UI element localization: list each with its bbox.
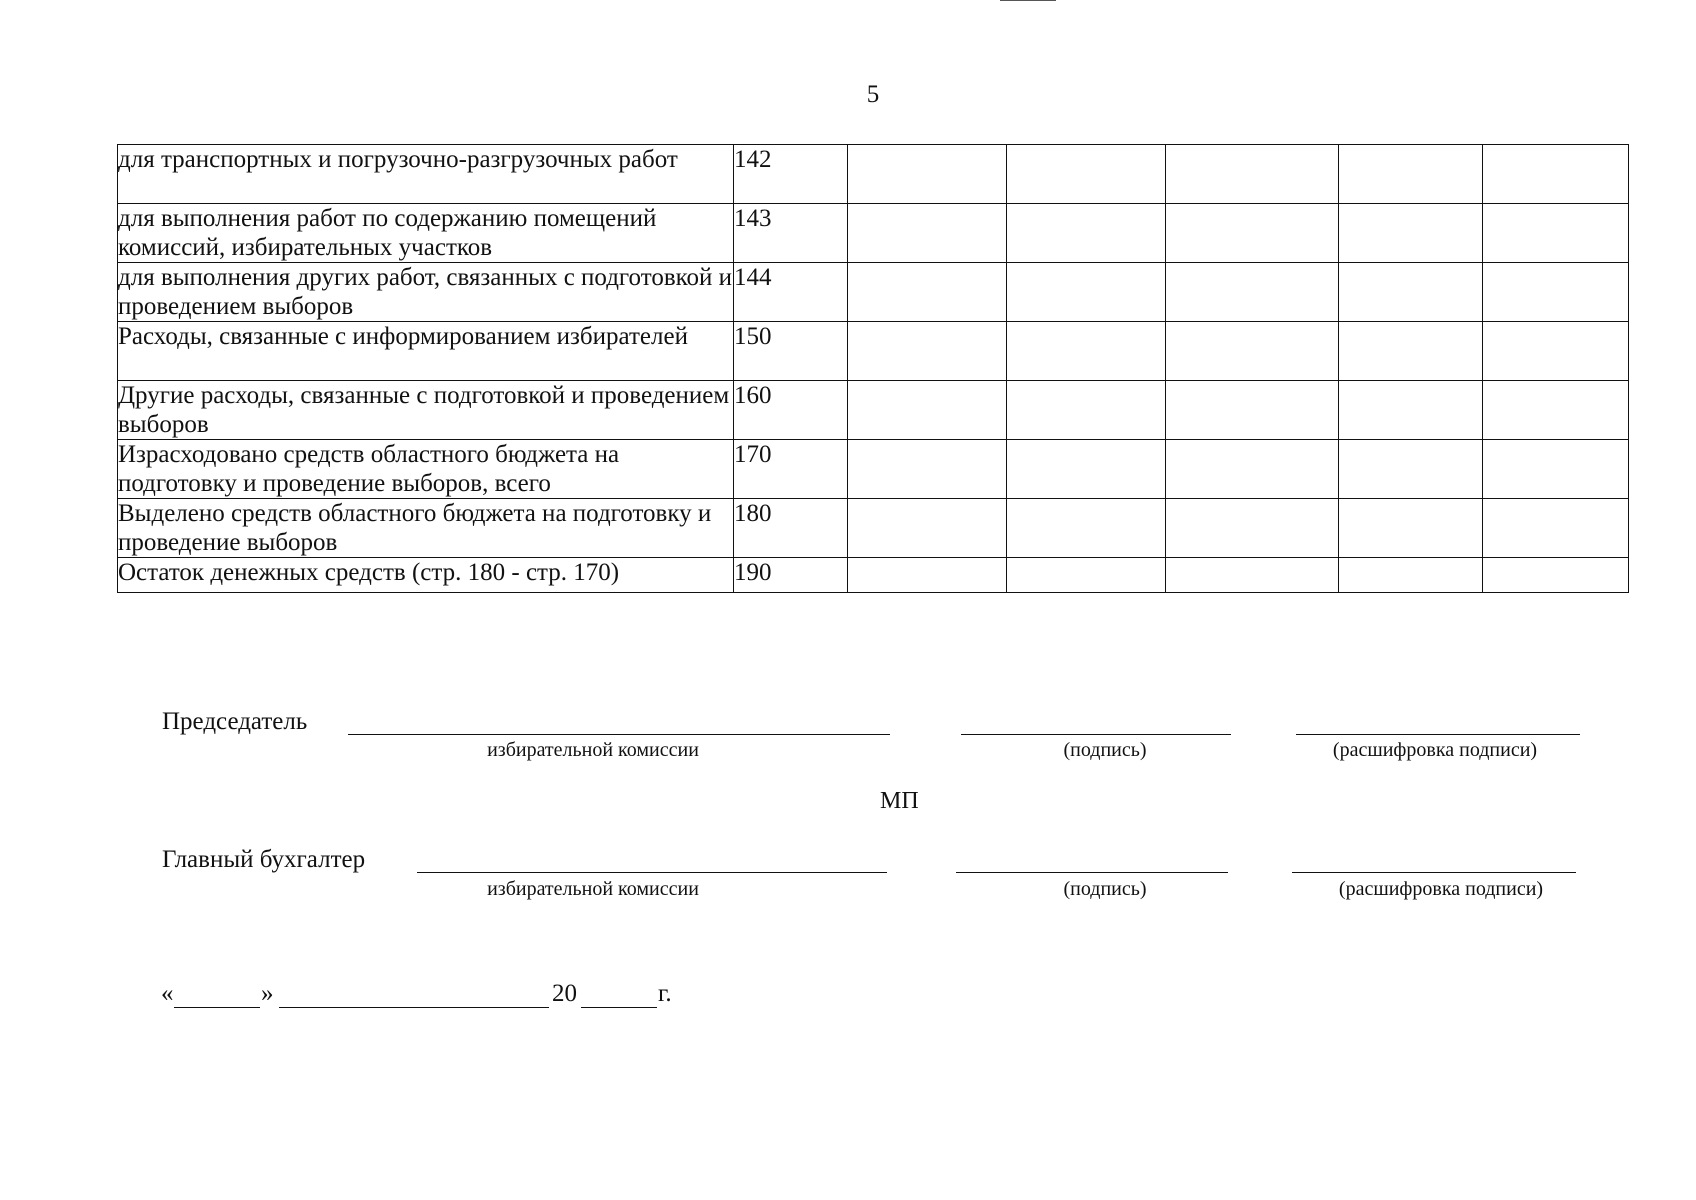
value-cell[interactable] [1339, 499, 1483, 558]
value-cell[interactable] [848, 145, 1007, 204]
value-cell[interactable] [1339, 145, 1483, 204]
value-cell[interactable] [1166, 322, 1339, 381]
row-code: 143 [734, 204, 848, 263]
value-cell[interactable] [848, 440, 1007, 499]
value-cell[interactable] [1007, 440, 1166, 499]
value-cell[interactable] [1166, 145, 1339, 204]
accountant-label: Главный бухгалтер [162, 846, 366, 873]
value-cell[interactable] [1007, 499, 1166, 558]
value-cell[interactable] [1483, 204, 1629, 263]
row-label: для выполнения других работ, связанных с подготовкой и проведением выборов [118, 264, 733, 320]
value-cell[interactable] [848, 381, 1007, 440]
row-label: Выделено средств областного бюджета на подготовку и проведение выборов [118, 499, 734, 558]
accountant-signature-line[interactable] [956, 872, 1228, 873]
accountant-position-caption: избирательной комиссии [487, 878, 699, 900]
value-cell[interactable] [1339, 381, 1483, 440]
table-row [118, 381, 1629, 440]
value-cell[interactable] [1007, 558, 1166, 593]
row-label: для выполнения работ по содержанию помещений комиссий, избирательных участков [118, 204, 734, 263]
value-cell[interactable] [1483, 322, 1629, 381]
accountant-decoding-line[interactable] [1292, 872, 1576, 873]
value-cell[interactable] [1483, 440, 1629, 499]
value-cell[interactable] [1483, 558, 1629, 593]
value-cell[interactable] [848, 204, 1007, 263]
value-cell[interactable] [1339, 558, 1483, 593]
chairman-label: Председатель [162, 708, 308, 735]
row-label: Расходы, связанные с информированием избирателей [118, 322, 734, 381]
row-code: 150 [734, 322, 848, 381]
table-row [118, 440, 1629, 499]
accountant-signature-caption: (подпись) [1063, 878, 1147, 900]
date-year-line[interactable] [581, 1007, 657, 1008]
chairman-signature-caption: (подпись) [1063, 739, 1147, 761]
row-code: 144 [734, 263, 848, 322]
row-code: 180 [734, 499, 848, 558]
value-cell[interactable] [1339, 440, 1483, 499]
date-month-line[interactable] [279, 1007, 549, 1008]
value-cell[interactable] [848, 558, 1007, 593]
value-cell[interactable] [1166, 499, 1339, 558]
row-code: 160 [734, 381, 848, 440]
accountant-position-line[interactable] [417, 872, 887, 873]
table-row [118, 558, 1629, 593]
table-row [118, 263, 1629, 322]
table-row [118, 145, 1629, 204]
value-cell[interactable] [848, 499, 1007, 558]
table-row [118, 204, 1629, 263]
chairman-position-caption: избирательной комиссии [487, 739, 699, 761]
chairman-decoding-line[interactable] [1296, 734, 1580, 735]
value-cell[interactable] [1166, 204, 1339, 263]
report-table [117, 144, 1629, 593]
value-cell[interactable] [848, 322, 1007, 381]
chairman-position-line[interactable] [348, 734, 890, 735]
page-number: 5 [866, 81, 880, 108]
row-code: 142 [734, 145, 848, 204]
accountant-decoding-caption: (расшифровка подписи) [1338, 878, 1544, 900]
value-cell[interactable] [1483, 145, 1629, 204]
chairman-signature-line[interactable] [961, 734, 1231, 735]
value-cell[interactable] [1166, 263, 1339, 322]
value-cell[interactable] [1007, 263, 1166, 322]
row-label: Другие расходы, связанные с подготовкой и проведением выборов [118, 381, 734, 440]
value-cell[interactable] [1483, 381, 1629, 440]
row-label: для транспортных и погрузочно-разгрузочных работ [118, 145, 734, 204]
value-cell[interactable] [1339, 322, 1483, 381]
value-cell[interactable] [1007, 322, 1166, 381]
value-cell[interactable] [1166, 440, 1339, 499]
row-code: 170 [734, 440, 848, 499]
date-day-line[interactable] [174, 1007, 260, 1008]
table-row [118, 322, 1629, 381]
date-close-quote: » [261, 980, 274, 1007]
value-cell[interactable] [1483, 499, 1629, 558]
row-code: 190 [734, 558, 848, 593]
value-cell[interactable] [1007, 381, 1166, 440]
table-row [118, 499, 1629, 558]
chairman-decoding-caption: (расшифровка подписи) [1332, 739, 1538, 761]
value-cell[interactable] [1339, 263, 1483, 322]
row-label: Израсходовано средств областного бюджета на подготовку и проведение выборов, всего [118, 440, 734, 499]
date-open-quote: « [161, 980, 174, 1007]
value-cell[interactable] [1339, 204, 1483, 263]
stamp-place-label: МП [880, 788, 919, 814]
date-year-suffix: г. [658, 980, 672, 1007]
value-cell[interactable] [1483, 263, 1629, 322]
value-cell[interactable] [1007, 145, 1166, 204]
value-cell[interactable] [848, 263, 1007, 322]
top-edge-mark [1000, 0, 1056, 1]
date-year-prefix: 20 [552, 980, 577, 1007]
value-cell[interactable] [1166, 381, 1339, 440]
value-cell[interactable] [1166, 558, 1339, 593]
row-label: Остаток денежных средств (стр. 180 - стр. 170) [118, 558, 734, 593]
value-cell[interactable] [1007, 204, 1166, 263]
